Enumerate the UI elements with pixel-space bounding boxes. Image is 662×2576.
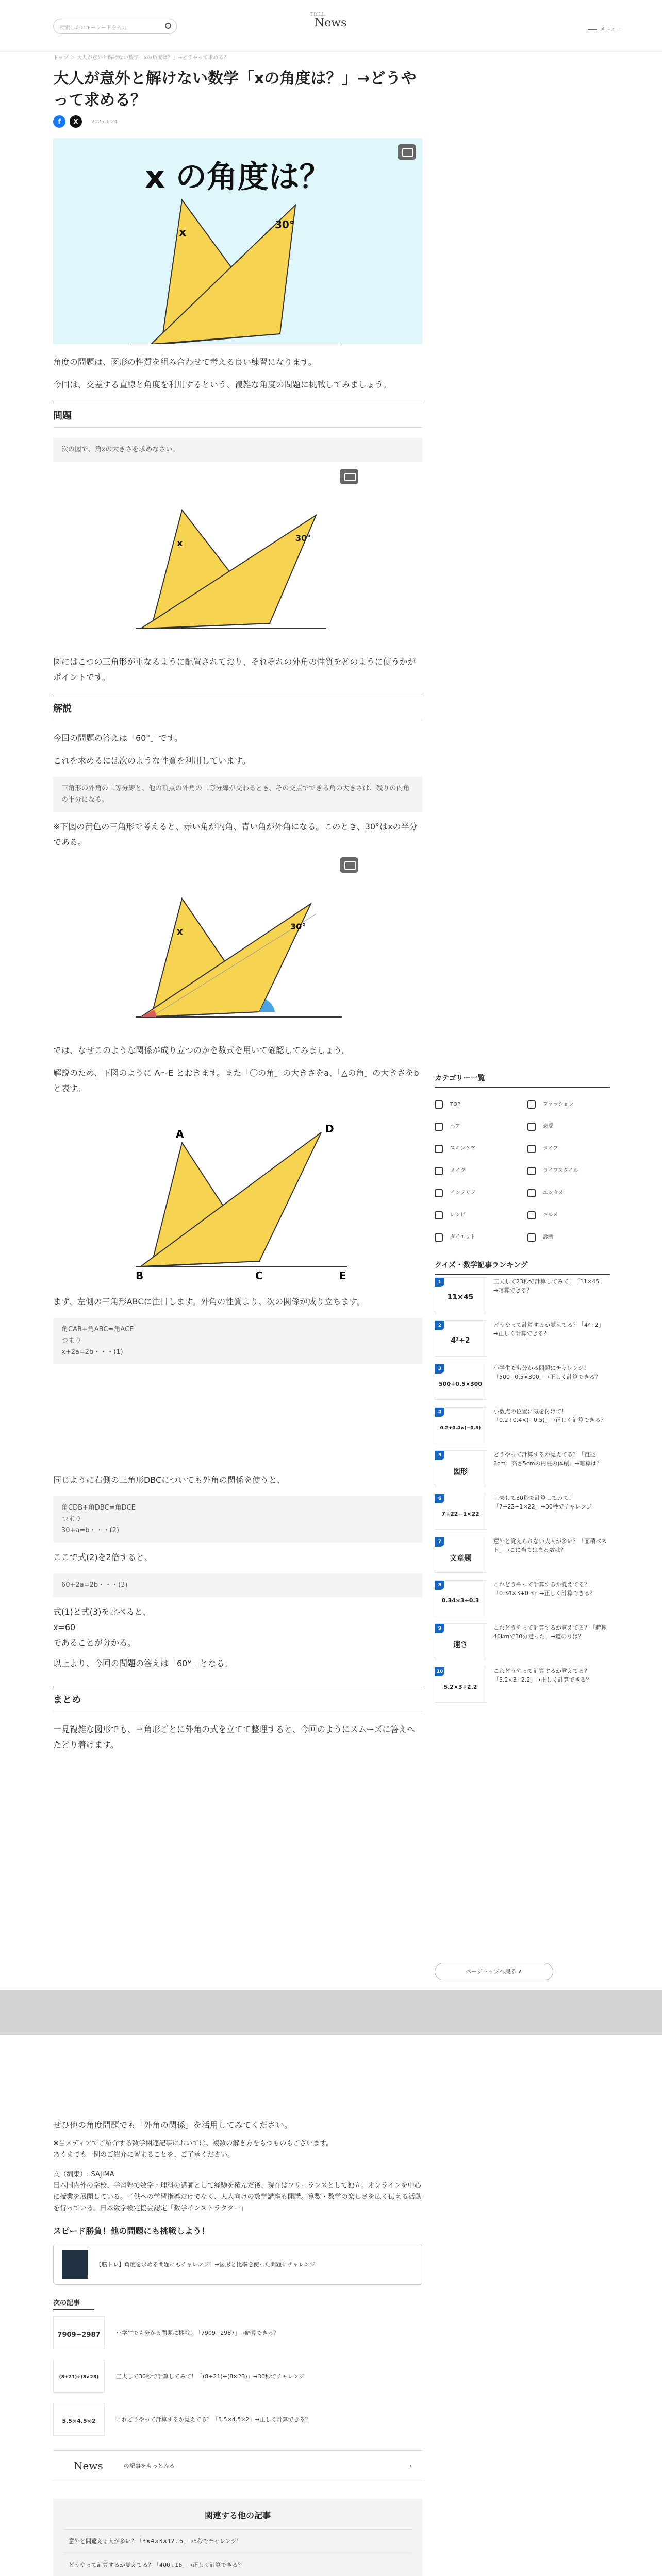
menu-label: メニュー — [600, 27, 621, 32]
ranking-title-text: 工夫して23秒で計算してみて！「11×45」→暗算できる？ — [493, 1278, 605, 1294]
category-title: カテゴリー一覧 — [435, 1073, 610, 1088]
ranking-title-text: 意外と覚えられない大人が多い？「面積ベスト」→こに当てはまる数は？ — [493, 1538, 607, 1553]
next-item[interactable] — [53, 2355, 422, 2397]
category-icon — [527, 1189, 536, 1197]
comment-icon[interactable] — [340, 469, 358, 484]
category-label: エンタメ — [543, 1190, 564, 1196]
step-7: 以上より、今回の問題の答えは「60°」となる。 — [53, 1658, 233, 1668]
thumb-text: 文章題 — [450, 1554, 471, 1563]
problem-body: 図にはこつの三角形が重なるように配置されており、それぞれの外角の性質をどのように使うかがポイントです。 — [53, 657, 416, 682]
step-4: 式(1)と式(3)を比べると、 — [53, 1607, 151, 1617]
thumb-text: 5.2×3+2.2 — [443, 1684, 477, 1690]
eq3-line1: 60+2a=2b・・・(3) — [61, 1581, 128, 1589]
answer-diagram — [53, 857, 422, 1032]
thumb-text: 7+22−1×22 — [441, 1511, 479, 1517]
ranking-thumb — [435, 1623, 486, 1659]
category-label: グルメ — [543, 1212, 558, 1218]
hero-title: x の角度は？ — [145, 159, 330, 195]
equation-1 — [53, 1318, 422, 1364]
disclaimer-1: ※当メディアでご紹介する数学関連記事においては、複数の解き方をもつものもございます。 — [53, 2140, 333, 2147]
ranking-item[interactable] — [435, 1364, 610, 1405]
disclaimer-2: あくまでも一例のご紹介に留まることを、ご了承ください。 — [53, 2151, 235, 2159]
next-thumb — [53, 2316, 105, 2349]
category-icon — [435, 1233, 443, 1242]
thumb-text: 0.2+0.4×(−0.5) — [440, 1426, 481, 1431]
ranking — [435, 1260, 610, 1708]
category-icon — [527, 1167, 536, 1175]
equation-2 — [53, 1496, 422, 1543]
sidebar — [435, 1073, 610, 1708]
category-icon — [527, 1145, 536, 1153]
ranking-title: クイズ・数学記事ランキング — [435, 1260, 610, 1275]
category-item[interactable] — [527, 1160, 610, 1182]
category-icon — [435, 1211, 443, 1219]
ranking-thumb — [435, 1494, 486, 1530]
label-a: A — [176, 1128, 184, 1140]
rank-number: 6 — [435, 1494, 444, 1503]
category-item[interactable] — [435, 1204, 517, 1226]
article — [53, 52, 422, 1753]
category-label: 恋愛 — [543, 1124, 553, 1129]
comment-icon[interactable] — [340, 857, 358, 873]
category-icon — [527, 1233, 536, 1242]
step-1: まず、左側の三角形ABCに注目します。外角の性質より、次の関係が成り立ちます。 — [53, 1297, 365, 1307]
page-top-button[interactable]: ページトップへ戻る ∧ — [435, 1963, 553, 1980]
search-icon[interactable] — [165, 23, 171, 29]
rank-number: 8 — [435, 1581, 444, 1590]
eq2-line1: 角CDB+角DBC=角DCE — [61, 1504, 136, 1512]
eq2-line3: 30+a=b・・・(2) — [61, 1527, 119, 1534]
hero-figure — [53, 138, 422, 344]
category-icon — [435, 1189, 443, 1197]
answer-4: では、なぜこのような関係が成り立つのかを数式を用いて確認してみましょう。 — [53, 1045, 351, 1055]
ranking-title-text: 小数点の位置に気を付けて！「0.2+0.4×(−0.5)」→正しく計算できる？ — [493, 1408, 606, 1423]
answer-3: ※下図の黄色の三角形で考えると、赤い角が内角、青い角が外角になる。このとき、30°はxの半分である。 — [53, 822, 418, 847]
challenge-thumb — [62, 2250, 88, 2279]
ranking-thumb — [435, 1537, 486, 1573]
category-item[interactable] — [435, 1226, 517, 1248]
next-thumb-text: (8+21)÷(8×23) — [59, 2375, 99, 2380]
rank-number: 3 — [435, 1364, 444, 1374]
category-icon — [435, 1100, 443, 1109]
rank-number: 9 — [435, 1624, 444, 1633]
label-c: C — [255, 1269, 263, 1282]
related-item[interactable]: どうやって計算するか覚えてる？「400÷16」→正しく計算できる？ — [63, 2553, 412, 2576]
category-label: 診断 — [543, 1234, 553, 1240]
category-item[interactable] — [527, 1138, 610, 1160]
rank-number: 1 — [435, 1278, 444, 1287]
eq1-line3: x+2a=2b・・・(1) — [61, 1348, 123, 1356]
category-label: ライフ — [543, 1146, 558, 1151]
problem-diagram — [53, 469, 422, 644]
problem-angle-label: 30° — [295, 533, 311, 543]
category-item[interactable] — [527, 1093, 610, 1115]
answer-x-label: x — [177, 926, 183, 937]
ranking-title-text: これどうやって計算するか覚えてる？「0.34×3+0.3」→正しく計算できる？ — [493, 1581, 595, 1597]
answer-5: 解説のため、下図のように A〜E とおきます。また「〇の角」の大きさをa、「△の角」の大きさをbと表す。 — [53, 1068, 419, 1093]
answer-angle-label: 30° — [290, 922, 306, 931]
category-icon — [435, 1123, 443, 1131]
category-label: インテリア — [450, 1190, 476, 1196]
next-thumb — [53, 2360, 105, 2393]
next-thumb-text: 7909−2987 — [57, 2331, 101, 2339]
answer-2: これを求めるには次のような性質を利用しています。 — [53, 756, 251, 766]
category-label: ファッション — [543, 1101, 574, 1107]
article-footer — [53, 2117, 422, 2576]
chevron-right-icon: › — [409, 2462, 412, 2469]
ranking-thumb — [435, 1364, 486, 1400]
category-icon — [527, 1123, 536, 1131]
category-item[interactable] — [435, 1138, 517, 1160]
eq1-line1: 角CAB+角ABC=角ACE — [61, 1326, 134, 1333]
category-label: ライフスタイル — [543, 1168, 578, 1174]
problem-figure — [53, 469, 422, 644]
category-item[interactable] — [435, 1182, 517, 1204]
logo-sub: TRILL — [310, 12, 325, 18]
related-item[interactable]: 意外と間違える人が多い？「3×4×3×12÷6」→5秒でチャレンジ！ — [63, 2530, 412, 2553]
related-title: 関連する他の記事 — [63, 2509, 412, 2530]
problem-note: 次の図で、角xの大きさを求めなさい。 — [53, 438, 422, 462]
intro-1: 角度の問題は、図形の性質を組み合わせて考える良い練習になります。 — [53, 357, 317, 367]
next-item-text: これどうやって計算するか覚えてる？「5.5×4.5×2」→正しく計算できる？ — [116, 2416, 311, 2423]
answer-note: 三角形の外角の二等分線と、他の頂点の外角の二等分線が交わるとき、その交点でできる角の大きさは、残りの内角の半分になる。 — [53, 777, 422, 812]
search-placeholder: 検索したいキーワードを入力 — [60, 25, 127, 31]
category-icon — [435, 1145, 443, 1153]
step-2: 同じように右側の三角形DBCについても外角の関係を使うと、 — [53, 1475, 285, 1485]
step-5: x=60 — [53, 1622, 76, 1632]
next-thumb — [53, 2403, 105, 2436]
category-item[interactable] — [435, 1160, 517, 1182]
ranking-thumb — [435, 1580, 486, 1616]
ranking-title-text: これどうやって計算するか覚えてる？「5.2×3+2.2」→正しく計算できる？ — [493, 1668, 592, 1683]
thumb-text: 0.34×3+0.3 — [441, 1597, 479, 1604]
category-list — [435, 1093, 610, 1248]
next-title: 次の記事 — [53, 2297, 94, 2310]
rank-number: 7 — [435, 1537, 444, 1547]
ranking-item[interactable] — [435, 1450, 610, 1492]
ranking-title-text: どうやって計算するか覚えてる？「4²÷2」→正しく計算できる？ — [493, 1321, 604, 1337]
site-header — [0, 0, 662, 52]
category-item[interactable] — [527, 1226, 610, 1248]
category-label: TOP — [450, 1101, 461, 1107]
search-input[interactable] — [53, 19, 177, 34]
ranking-title-text: 小学生でも分かる問題にチャレンジ！「500+0.5×300」→正しく計算できる？ — [493, 1365, 601, 1380]
challenge-link-text: 【脳トレ】角度を求める問題にもチャレンジ！→図形と比率を使った問題にチャレンジ — [96, 2261, 316, 2268]
labeled-diagram — [53, 1101, 422, 1287]
ranking-item[interactable] — [435, 1494, 610, 1535]
category-label: ダイエット — [450, 1234, 476, 1240]
label-d: D — [325, 1123, 334, 1135]
ranking-title-text: どうやって計算するか覚えてる？「直径8cm、高さ5cmの円柱の体積」→暗算は？ — [493, 1451, 602, 1467]
step-6: であることが分かる。 — [53, 1638, 136, 1648]
answer-1: 今回の問題の答えは「60°」です。 — [53, 733, 183, 743]
category-item[interactable] — [527, 1182, 610, 1204]
ranking-item[interactable] — [435, 1277, 610, 1318]
divider-band — [0, 1990, 662, 2035]
category-label: スキンケア — [450, 1146, 476, 1151]
more-text: の記事をもっとみる — [123, 2463, 175, 2469]
category-item[interactable] — [435, 1115, 517, 1138]
ranking-item[interactable] — [435, 1407, 610, 1448]
summary-text: 一見複雑な図形でも、三角形ごとに外角の式を立てて整理すると、今回のようにスムーズに答えへたどり着けます。 — [53, 1724, 416, 1750]
category-icon — [435, 1167, 443, 1175]
site-logo[interactable] — [310, 12, 347, 29]
rank-number: 10 — [435, 1667, 444, 1676]
labeled-figure — [53, 1101, 422, 1287]
thumb-text: 500+0.5×300 — [439, 1381, 482, 1387]
article-title: 大人が意外と解けない数学「xの角度は？」→どうやって求める？ — [53, 70, 417, 109]
label-b: B — [136, 1269, 144, 1282]
rank-number: 2 — [435, 1321, 444, 1330]
next-item-text: 小学生でも分かる問題に挑戦！「7909−2987」→暗算できる？ — [116, 2330, 279, 2336]
ranking-item[interactable] — [435, 1623, 610, 1665]
eq2-line2: つまり — [61, 1515, 82, 1523]
ranking-title-text: 工夫して30秒で計算してみて！「7+22−1×22」→30秒でチャレンジ — [493, 1495, 592, 1510]
logo-text: News — [315, 16, 347, 29]
category-icon — [527, 1211, 536, 1219]
category-label: ヘア — [450, 1124, 460, 1129]
rank-number: 5 — [435, 1451, 444, 1460]
step-3: ここで式(2)を2倍すると、 — [53, 1552, 153, 1562]
article-meta — [53, 115, 422, 128]
more-logo: News — [74, 2460, 103, 2472]
section-problem: 問題 — [53, 403, 422, 428]
facebook-share-icon[interactable]: f — [53, 115, 65, 128]
eq1-line2: つまり — [61, 1337, 82, 1345]
label-e: E — [339, 1269, 346, 1282]
more-articles-link[interactable] — [53, 2450, 422, 2481]
section-answer: 解説 — [53, 696, 422, 720]
related-articles — [53, 2499, 422, 2576]
next-item-text: 工夫して30秒で計算してみて！「(8+21)÷(8×23)」→30秒でチャレンジ — [116, 2373, 305, 2380]
ranking-thumb — [435, 1450, 486, 1486]
thumb-text: 11×45 — [447, 1293, 474, 1301]
intro-2: 今回は、交差する直線と角度を利用するという、複雑な角度の問題に挑戦してみましょう。 — [53, 380, 392, 389]
ranking-thumb — [435, 1667, 486, 1703]
ranking-title-text: これどうやって計算するか覚えてる？「時速40kmで30分走った」→道のりは？ — [493, 1624, 607, 1640]
breadcrumb[interactable]: トップ ＞ 大人が意外と解けない数学「xの角度は？」→どうやって求める？ — [53, 55, 229, 61]
ranking-thumb — [435, 1320, 486, 1357]
author-head: 文（編集）: SAJIMA — [53, 2171, 114, 2178]
category-item[interactable] — [527, 1204, 610, 1226]
article-date: 2025.1.24 — [91, 118, 118, 125]
category-item[interactable] — [435, 1093, 517, 1115]
hero-image — [53, 138, 422, 344]
problem-x-label: x — [177, 538, 183, 549]
thumb-text: 図形 — [453, 1468, 468, 1476]
category-icon — [527, 1100, 536, 1109]
equation-3 — [53, 1573, 422, 1597]
thumb-text: 速さ — [453, 1641, 468, 1649]
challenge-link[interactable] — [53, 2244, 422, 2285]
x-share-icon[interactable]: X — [70, 115, 82, 128]
next-thumb-text: 5.5×4.5×2 — [62, 2418, 96, 2425]
closing-text: ぜひ他の角度問題でも「外角の関係」を活用してみてください。 — [53, 2120, 293, 2130]
next-item[interactable] — [53, 2399, 422, 2440]
rank-number: 4 — [435, 1408, 444, 1417]
ranking-item[interactable] — [435, 1667, 610, 1708]
hero-x-label: x — [179, 226, 187, 239]
challenge-title: スピード勝負！他の問題にも挑戦しよう！ — [53, 2226, 210, 2236]
thumb-text: 4²÷2 — [451, 1336, 470, 1345]
menu-button[interactable] — [588, 25, 621, 32]
ranking-item[interactable] — [435, 1320, 610, 1362]
ranking-thumb — [435, 1407, 486, 1443]
author-bio: 日本国内外の学校、学習塾で数学・理科の講師として経験を積んだ後、現在はフリーランスとして独立。オンラインを中心に授業を展開している。子供への学習指導だけでなく、大人向けの数学講座も開講。算数・数学の楽しさを広く伝える活動を行っている。日本数学検定協会認定「数学インストラクター」 — [53, 2182, 422, 2212]
ranking-item[interactable] — [435, 1580, 610, 1621]
category-label: レシピ — [450, 1212, 466, 1218]
hero-angle-label: 30° — [275, 218, 294, 231]
section-summary: まとめ — [53, 1687, 422, 1711]
category-item[interactable] — [527, 1115, 610, 1138]
ranking-thumb — [435, 1277, 486, 1313]
answer-figure — [53, 857, 422, 1032]
ranking-item[interactable] — [435, 1537, 610, 1578]
category-label: メイク — [450, 1168, 466, 1174]
next-item[interactable] — [53, 2312, 422, 2353]
